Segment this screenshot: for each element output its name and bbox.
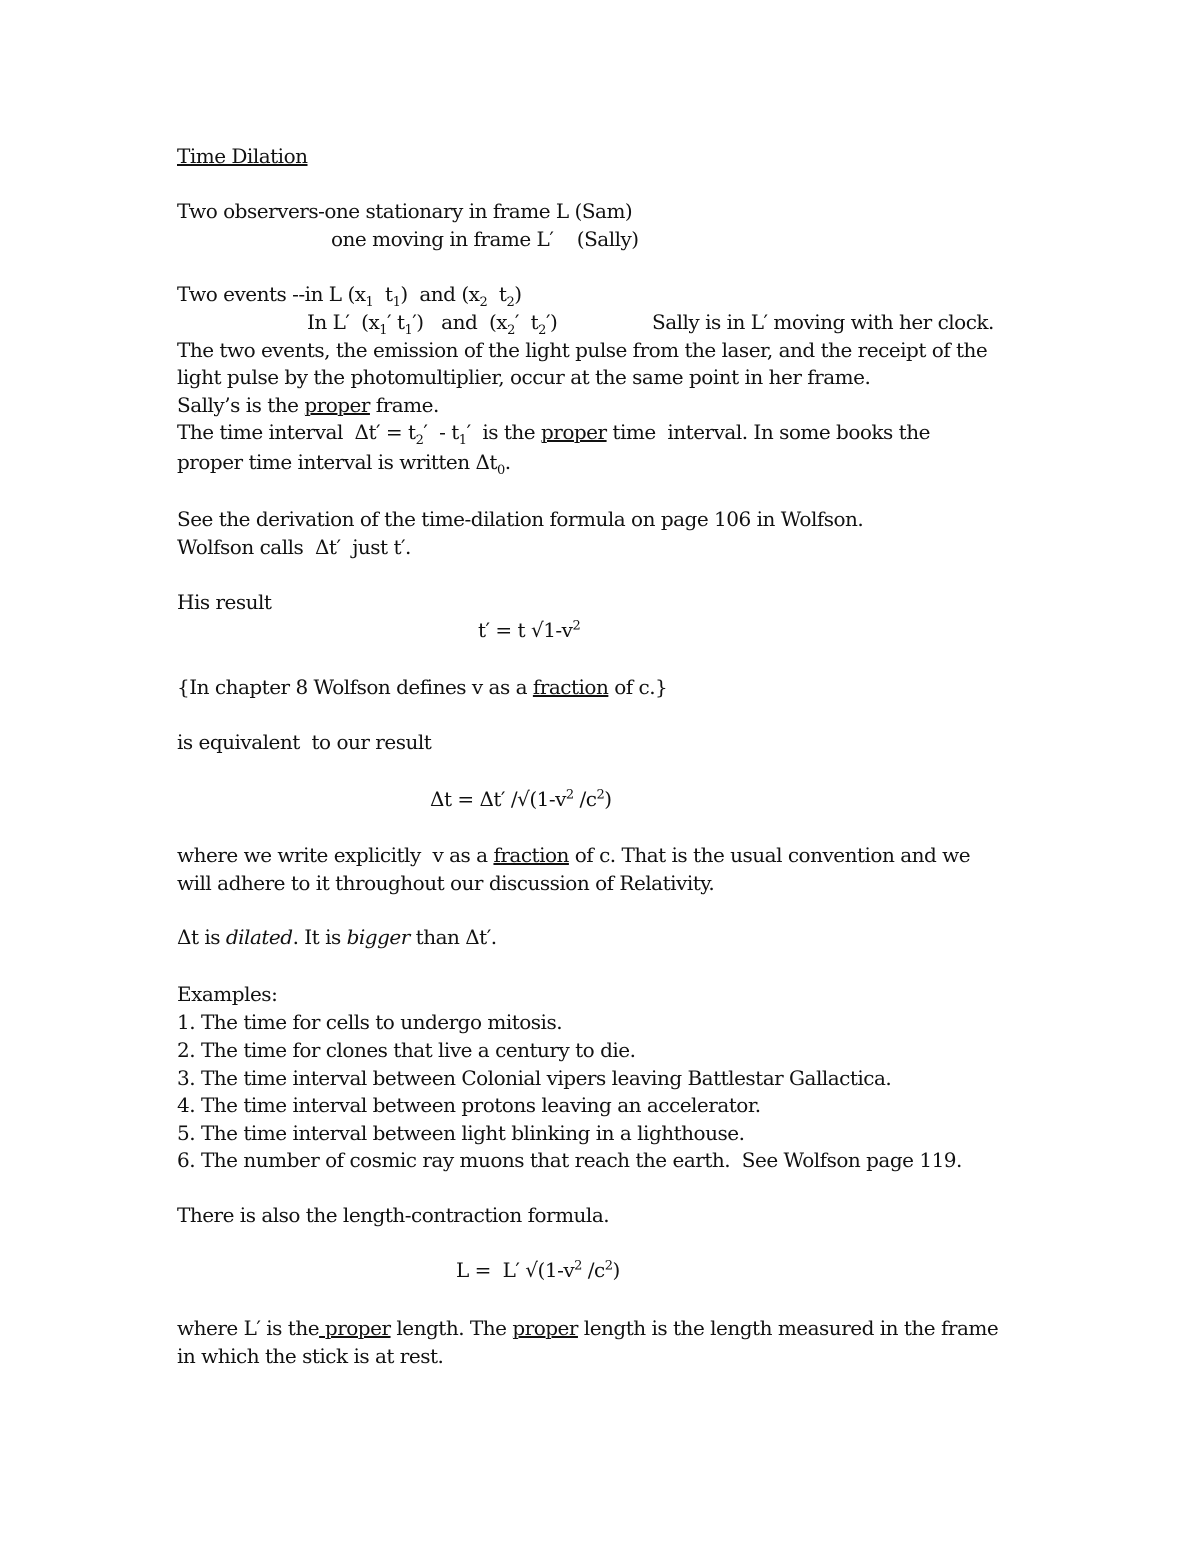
observers-line-1: Two observers-one stationary in frame L (Sam) <box>177 199 633 223</box>
events-line-1: Two events --in L ($x_1$ $t_1$) and ($x_2$ $t_2$) <box>177 282 522 310</box>
events-line-3: The two events, the emission of the light pulse from the laser, and the receipt of the <box>177 338 988 362</box>
length-intro: There is also the length-contraction formula. <box>177 1203 610 1227</box>
length-line-1: where L′ is the proper length. The proper length is the length measured in the frame <box>177 1316 999 1340</box>
dilated-line: Δt is dilated. It is bigger than Δt′. <box>177 925 497 949</box>
length-formula: L = L′ $√(1-v^2$ $/c^2$) <box>456 1258 620 1282</box>
list-item: 3. The time interval between Colonial vipers leaving Battlestar Gallactica. <box>177 1066 892 1090</box>
wolfson-line-2: Wolfson calls Δt′ just t′. <box>177 535 411 559</box>
events-line-6: The time interval $\Delta t' = t_2' - t_1'$ is the proper time interval. In some books the <box>177 420 930 448</box>
events-line-2-note: Sally is in L′ moving with her clock. <box>652 310 994 334</box>
examples-heading: Examples: <box>177 982 278 1006</box>
explicit-line-2: will adhere to it throughout our discussion of Relativity. <box>177 871 715 895</box>
events-line-2: In L′ ($x_1'$ $t_1'$) and ($x_2'$ $t_2'$) <box>307 310 558 338</box>
events-line-5: Sally’s is the proper frame. <box>177 393 439 417</box>
wolfson-formula: t′ = t $√1-v^2$ <box>478 618 581 642</box>
page-title: Time Dilation <box>177 144 308 168</box>
equivalent-line: is equivalent to our result <box>177 730 432 754</box>
wolfson-note: {In chapter 8 Wolfson defines v as a fraction of c.} <box>177 675 668 699</box>
wolfson-line-1: See the derivation of the time-dilation formula on page 106 in Wolfson. <box>177 507 864 531</box>
list-item: 5. The time interval between light blinking in a lighthouse. <box>177 1121 745 1145</box>
dilation-formula: Δt = Δt′ $/√(1-v^2$ $/c^2$) <box>430 787 612 811</box>
explicit-line-1: where we write explicitly v as a fraction of c. That is the usual convention and we <box>177 843 971 867</box>
events-line-4: light pulse by the photomultiplier, occur at the same point in her frame. <box>177 365 871 389</box>
events-line-7: proper time interval is written $\Delta t_0$. <box>177 450 511 478</box>
list-item: 4. The time interval between protons leaving an accelerator. <box>177 1093 761 1117</box>
observers-line-2: one moving in frame L′ (Sally) <box>331 227 639 251</box>
wolfson-line-3: His result <box>177 590 272 614</box>
list-item: 2. The time for clones that live a century to die. <box>177 1038 636 1062</box>
length-line-2: in which the stick is at rest. <box>177 1344 444 1368</box>
list-item: 1. The time for cells to undergo mitosis. <box>177 1010 563 1034</box>
list-item: 6. The number of cosmic ray muons that reach the earth. See Wolfson page 119. <box>177 1148 962 1172</box>
